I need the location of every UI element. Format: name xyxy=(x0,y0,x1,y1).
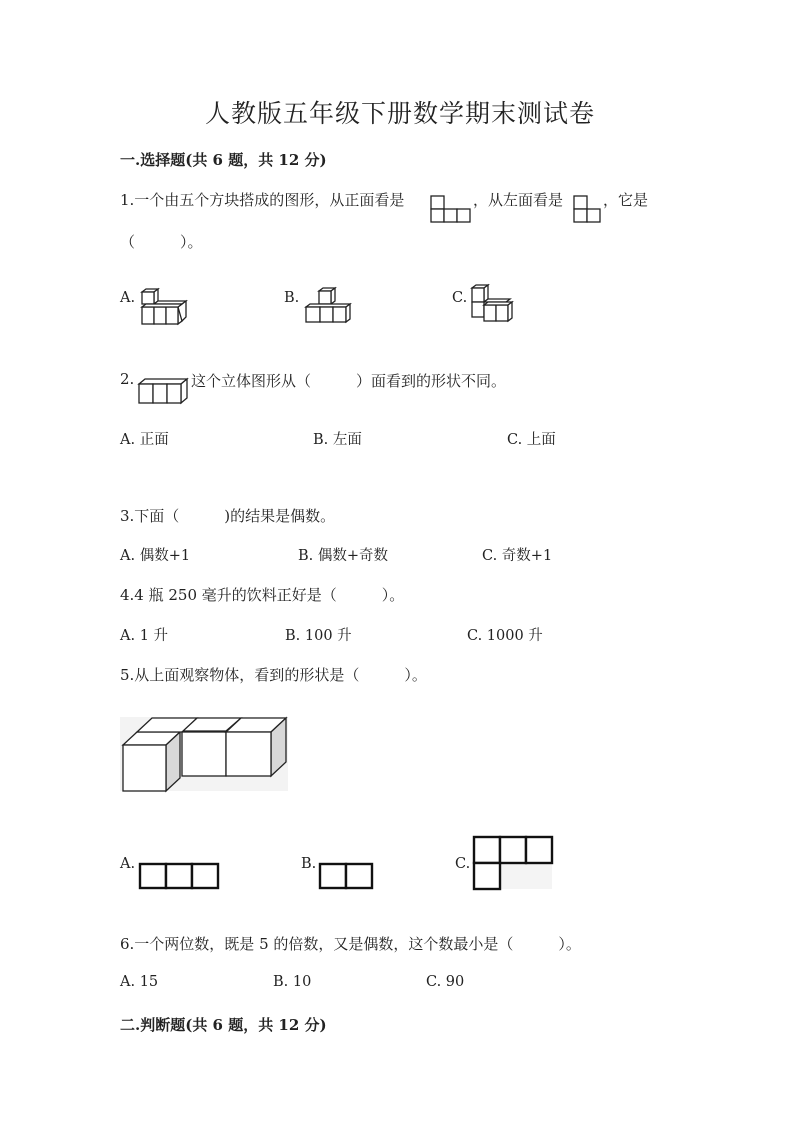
q5-option-b[interactable]: B. xyxy=(301,856,317,872)
q4-option-a[interactable]: A. 1 升 xyxy=(120,628,169,644)
q5-option-c-shape xyxy=(472,835,554,891)
q3-option-b[interactable]: B. 偶数+奇数 xyxy=(298,548,389,564)
q2-option-a[interactable]: A. 正面 xyxy=(120,432,169,448)
question-1-text-b: ，从左面看是 xyxy=(473,191,564,209)
q3-option-c[interactable]: C. 奇数+1 xyxy=(482,548,553,564)
question-1-text-c: ，它是 xyxy=(603,191,649,209)
question-4-text: 4.4 瓶 250 毫升的饮料正好是（ ）。 xyxy=(120,586,405,604)
q4-option-c[interactable]: C. 1000 升 xyxy=(467,628,543,644)
q4-option-b[interactable]: B. 100 升 xyxy=(285,628,352,644)
question-3-text: 3.下面（ )的结果是偶数。 xyxy=(120,507,336,525)
q6-option-b[interactable]: B. 10 xyxy=(273,974,312,990)
section-heading-judgement: 二.判断题(共 6 题，共 12 分) xyxy=(120,1016,327,1034)
q5-option-a[interactable]: A. xyxy=(120,856,136,872)
q2-option-c[interactable]: C. 上面 xyxy=(507,432,556,448)
q1-option-b-cubes xyxy=(302,287,352,329)
front-view-shape xyxy=(430,195,472,225)
left-view-shape xyxy=(573,195,603,225)
q5-option-b-shape xyxy=(318,862,374,890)
question-1-blank: （ ）。 xyxy=(120,233,203,251)
q1-option-b[interactable]: B. xyxy=(284,290,300,306)
q5-option-a-shape xyxy=(138,862,220,890)
q1-option-a[interactable]: A. xyxy=(120,290,136,306)
question-1-text-a: 1.一个由五个方块搭成的图形，从正面看是 xyxy=(120,191,405,209)
q2-option-b[interactable]: B. 左面 xyxy=(313,432,362,448)
q6-option-c[interactable]: C. 90 xyxy=(426,974,465,990)
q1-option-c[interactable]: C. xyxy=(452,290,468,306)
question-2-number: 2. xyxy=(120,370,135,388)
q2-cuboid-figure xyxy=(137,378,191,406)
question-2-text: 这个立体图形从（ ）面看到的形状不同。 xyxy=(191,372,507,390)
q6-option-a[interactable]: A. 15 xyxy=(120,974,159,990)
q5-option-c[interactable]: C. xyxy=(455,856,471,872)
section-heading-choice: 一.选择题(共 6 题，共 12 分) xyxy=(120,151,327,169)
q1-option-a-cubes xyxy=(138,289,188,329)
q1-option-c-cubes xyxy=(468,284,518,330)
q3-option-a[interactable]: A. 偶数+1 xyxy=(120,548,191,564)
page-title: 人教版五年级下册数学期末测试卷 xyxy=(204,99,595,128)
question-6-text: 6.一个两位数，既是 5 的倍数，又是偶数，这个数最小是（ ）。 xyxy=(120,935,581,953)
question-5-text: 5.从上面观察物体，看到的形状是（ ）。 xyxy=(120,666,427,684)
q5-cubes-figure xyxy=(120,717,290,793)
